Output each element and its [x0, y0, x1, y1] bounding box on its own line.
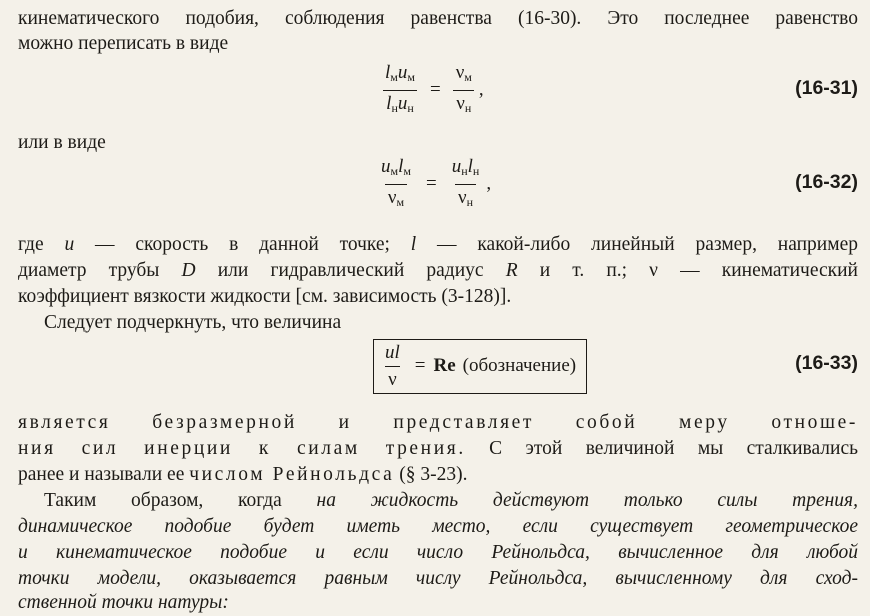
text-line-where-2: диаметр трубы D или гидравлический радиус R и т. п.; ν — кинематический: [18, 260, 858, 281]
equation-box: $\frac{ul}{\nu}$ = Re (обозначение): [373, 339, 587, 394]
eq3-fraction: $\frac{ul}{\nu}$: [385, 341, 400, 390]
reynolds-symbol: Re: [433, 355, 456, 376]
eq2-right-fraction: $\frac{u_нl_н}{\nu_н}$: [449, 156, 483, 213]
text-line-dimensionless: является безразмерной и представляет собой меру отноше-: [18, 412, 858, 433]
equation-number-16-31: (16-31): [795, 77, 858, 99]
text-line-forces: ния сил инерции к силам трения. С этой величиной мы сталкивались: [18, 438, 858, 459]
text-line-1: кинематического подобия, соблюдения равенства (16-30). Это последнее равенство: [18, 8, 858, 29]
text-line-2: можно переписать в виде: [18, 33, 229, 54]
text-line-italic-2: динамическое подобие будет иметь место, если существует геометрическое: [18, 516, 858, 537]
text-line-thus: Таким образом, когда на жидкость действуют только силы трения,: [44, 490, 858, 511]
eq1-equals: =: [429, 79, 441, 100]
text-line-where-3: коэффициент вязкости жидкости [см. зависимость (3-128)].: [18, 286, 512, 307]
equation-number-16-33: (16-33): [795, 352, 858, 374]
text-line-earlier: ранее и называли ее числом Рейнольдса (§ 3-23).: [18, 464, 468, 485]
text-line-italic-3: и кинематическое подобие и если число Рейнольдса, вычисленное для любой: [18, 542, 858, 563]
eq1-right-fraction: $\frac{\nu_м}{\nu_н}$: [453, 62, 475, 119]
eq2-equals: =: [425, 173, 437, 194]
text-line-italic-5: ственной точки натуры:: [18, 592, 229, 613]
text-line-where-1: где u — скорость в данной точке; l — какой-либо линейный размер, например: [18, 234, 858, 255]
equation-16-32: $\frac{u_мl_м}{\nu_м}$ = $\frac{u_нl_н}{\nu_н}$ ,: [374, 156, 491, 212]
equation-number-16-32: (16-32): [795, 171, 858, 193]
equation-16-33: [373, 338, 587, 394]
text-line-emphasize: Следует подчеркнуть, что величина: [44, 312, 342, 333]
eq2-left-fraction: $\frac{u_мl_м}{\nu_м}$: [378, 156, 414, 213]
equation-16-31: $\frac{l_мu_м}{l_нu_н}$ = $\frac{\nu_м}{\nu_н}$ ,: [378, 62, 484, 118]
text-line-or: или в виде: [18, 132, 106, 153]
eq1-left-fraction: $\frac{l_мu_м}{l_нu_н}$: [382, 62, 418, 119]
text-line-italic-4: точки модели, оказывается равным числу Рейнольдса, вычисленному для сход-: [18, 568, 858, 589]
